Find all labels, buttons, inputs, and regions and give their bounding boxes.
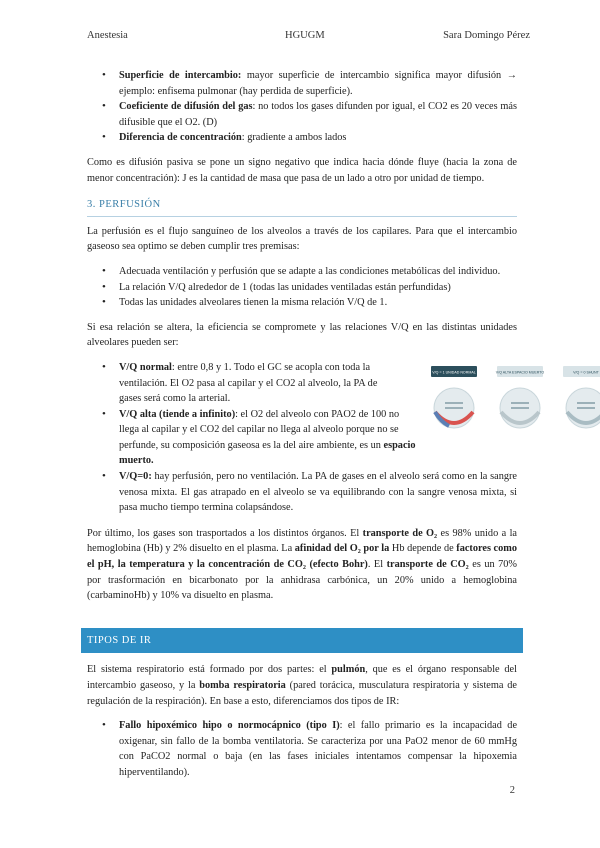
list-item: • V/Q alta (tiende a infinito): el O2 del alveolo con PAO2 de 100 no llega al capilar y el CO2 del capilar no llega al alveolo porque no se perfunde, su composición gaseosa es la del aire ambiente, es un espacio muerto. [119,407,419,469]
list-item: • Superficie de intercambio: mayor superficie de intercambio significa mayor difusión → ejemplo: enfisema pulmonar (hay perdida de superficie). [119,68,517,99]
header-right: Sara Domingo Pérez [443,30,530,41]
alveoli-diagram-icon [427,366,600,436]
list-item: • Adecuada ventilación y perfusión que se adapte a las condiciones metabólicas del individuo. [119,264,517,280]
list-item: • Diferencia de concentración: gradiente a ambos lados [119,130,517,146]
list-item: • V/Q=0: hay perfusión, pero no ventilación. La PA de gases en el alveolo será como en la sangre venosa mixta. El gas atrapado en el alveolo se va equilibrando con la sangre venosa mixta, si pasa mucho tiempo termina colapsándose. [119,469,517,516]
vq-cero-unit [563,366,600,428]
paragraph-altera: Si esa relación se altera, la eficiencia se compromete y las relaciones V/Q en las distintas unidades alveolares pueden ser: [87,321,517,349]
paragraph-difusion: Como es difusión pasiva se pone un signo negativo que indica hacia dónde fluye (hacia la zona de menor concentración): J es la cantidad de masa que pasa de un lado a otro por unidad de tiempo. [87,156,517,184]
vq-alta-unit [496,366,545,428]
tipos-list [87,718,517,780]
section-heading-perfusion: 3. PERFUSIÓN [87,197,517,217]
page-number: 2 [509,785,515,796]
vq-section [87,360,599,516]
paragraph-tipos: El sistema respiratorio está formado por dos partes: el pulmón, que es el órgano responsable del intercambio gaseoso, y la bomba respiratoria (pared torácica, musculatura respiratoria y sistema de regulación de la respiración). En base a esto, diferenciamos dos tipos de IR: [87,664,517,707]
paragraph-perfusion: La perfusión es el flujo sanguíneo de los alveolos a través de los capilares. Para que el intercambio gaseoso sea optimo se deben cumplir tres premisas: [87,225,517,253]
section-heading-tipos: TIPOS DE IR [81,628,523,654]
list-item: • La relación V/Q alrededor de 1 (todas las unidades ventiladas están perfundidas) [119,280,517,296]
list-item: • Coeficiente de difusión del gas: no todos los gases difunden por igual, el CO2 es 20 veces más difusible que el O2. (D) [119,99,517,130]
list-item: • Todas las unidades alveolares tienen la misma relación V/Q de 1. [119,295,517,311]
list-item: • Fallo hipoxémico hipo o normocápnico (tipo I): el fallo primario es la incapacidad de oxigenar, sin fallo de la bomba ventilatoria. Se caracteriza por una PaO2 menor de 60 mmHg con PaCO2 normal o baja (en las fases iniciales intentamos compensar la hipoxemia hiperventilando). [119,718,517,780]
list-item: • V/Q normal: entre 0,8 y 1. Todo el GC se acopla con toda la ventilación. El O2 pasa al capilar y el CO2 al alveolo, la PA de gases será como la arterial. [119,360,389,407]
figure-label: V/Q ALTA ESPACIO MUERTO [495,370,545,375]
paragraph-transporte: Por último, los gases son trasportados a los distintos órganos. El transporte de O₂ es 98% unido a la hemoglobina (Hb) y 2% disuelto en el plasma. La afinidad del O₂ por la Hb depende de factores como el pH, la temperatura y la concentración de CO₂ (efecto Bohr). El transporte de CO₂ es un 70% por trasformación en bicarbonato por la anhidrasa carbónica, un 20% unido a hemoglobina (carbaminoHb) y 10% va disuelto en plasma. [87,527,518,602]
figure-label: V/Q = 0 SHUNT [573,370,599,375]
figure-label: V/Q = 1 UNIDAD NORMAL [432,370,476,375]
header-center: HGUGM [285,30,325,41]
vq-normal-unit [431,366,477,428]
premisas-list [87,264,517,311]
bullet-list-top [87,68,517,146]
page-content [87,68,599,781]
header-left: Anestesia [87,30,128,41]
